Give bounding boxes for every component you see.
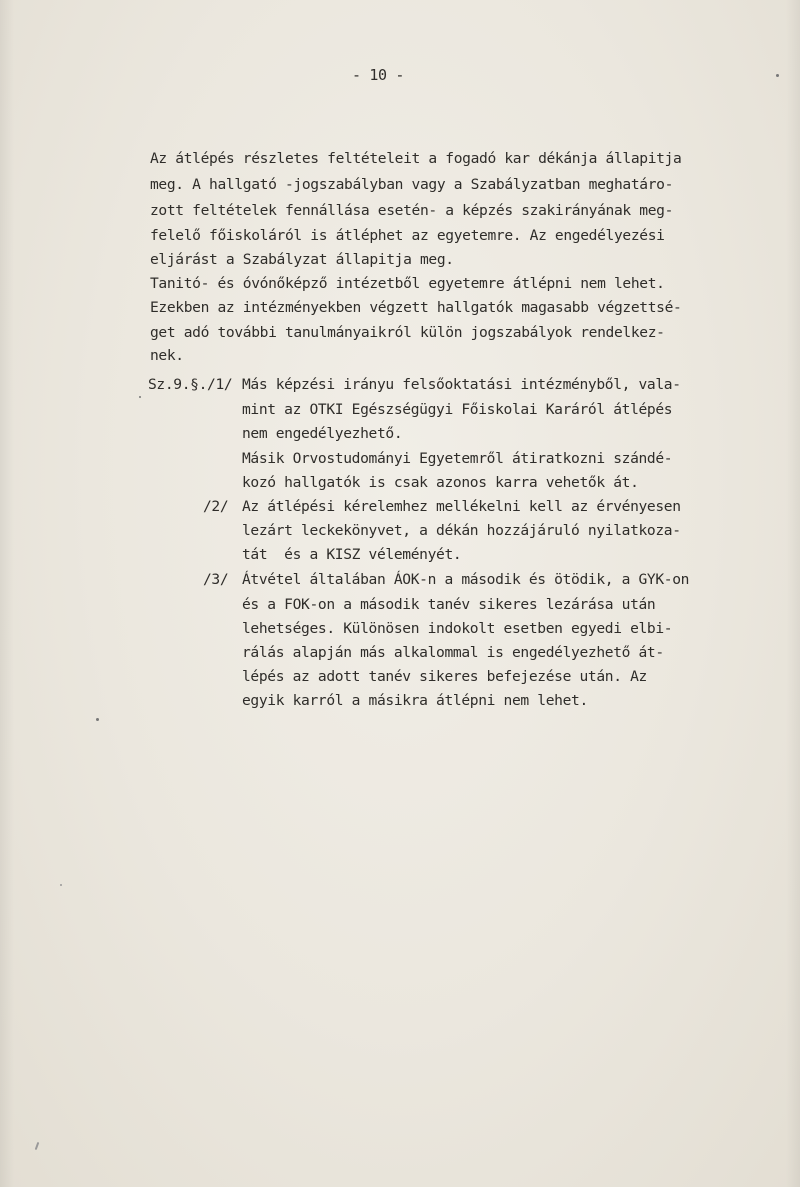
- scan-speck: [60, 884, 62, 886]
- section-label: Sz.9.§./1/: [148, 376, 233, 393]
- intro-line: Ezekben az intézményekben végzett hallgatók magasabb végzettsé-: [150, 299, 682, 316]
- intro-line: Az átlépés részletes feltételeit a fogadó kar dékánja állapitja: [150, 150, 682, 167]
- intro-line: nek.: [150, 347, 184, 364]
- left-edge-shadow: [0, 0, 14, 1187]
- scan-speck: [96, 718, 99, 721]
- section-para1-line: mint az OTKI Egészségügyi Főiskolai Karáról átlépés: [242, 401, 673, 418]
- section-para2-line: lezárt leckekönyvet, a dékán hozzájáruló nyilatkoza-: [242, 522, 681, 539]
- intro-line: Tanitó- és óvónőképző intézetből egyetemre átlépni nem lehet.: [150, 275, 665, 292]
- right-edge-shadow: [786, 0, 800, 1187]
- intro-line: get adó további tanulmányaikról külön jogszabályok rendelkez-: [150, 324, 665, 341]
- scan-speck: [776, 74, 779, 77]
- subsection-3-label: /3/: [203, 571, 229, 588]
- scan-speck: [35, 1142, 40, 1150]
- section-para2-line: tát és a KISZ véleményét.: [242, 546, 462, 563]
- section-para1-line: Más képzési irányu felsőoktatási intézményből, vala-: [242, 376, 681, 393]
- section-para1-line: kozó hallgatók is csak azonos karra vehetők át.: [242, 474, 639, 491]
- section-para3-line: rálás alapján más alkalommal is engedélyezhető át-: [242, 644, 664, 661]
- intro-line: meg. A hallgató -jogszabályban vagy a Szabályzatban meghatáro-: [150, 176, 674, 193]
- intro-line: eljárást a Szabályzat állapitja meg.: [150, 251, 454, 268]
- section-para3-line: lehetséges. Különösen indokolt esetben egyedi elbi-: [242, 620, 673, 637]
- page-number: - 10 -: [352, 66, 405, 84]
- intro-line: zott feltételek fennállása esetén- a képzés szakirányának meg-: [150, 202, 674, 219]
- section-para1-line: Másik Orvostudományi Egyetemről átiratkozni szándé-: [242, 450, 673, 467]
- section-para3-line: egyik karról a másikra átlépni nem lehet.: [242, 692, 588, 709]
- section-para3-line: és a FOK-on a második tanév sikeres lezárása után: [242, 596, 656, 613]
- scan-speck: [139, 396, 141, 398]
- section-para1-line: nem engedélyezhető.: [242, 425, 403, 442]
- intro-line: felelő főiskoláról is átléphet az egyetemre. Az engedélyezési: [150, 227, 665, 244]
- section-para3-line: Átvétel általában ÁOK-n a második és ötödik, a GYK-on: [242, 571, 690, 588]
- section-para3-line: lépés az adott tanév sikeres befejezése után. Az: [242, 668, 647, 685]
- subsection-2-label: /2/: [203, 498, 229, 515]
- section-para2-line: Az átlépési kérelemhez mellékelni kell az érvényesen: [242, 498, 681, 515]
